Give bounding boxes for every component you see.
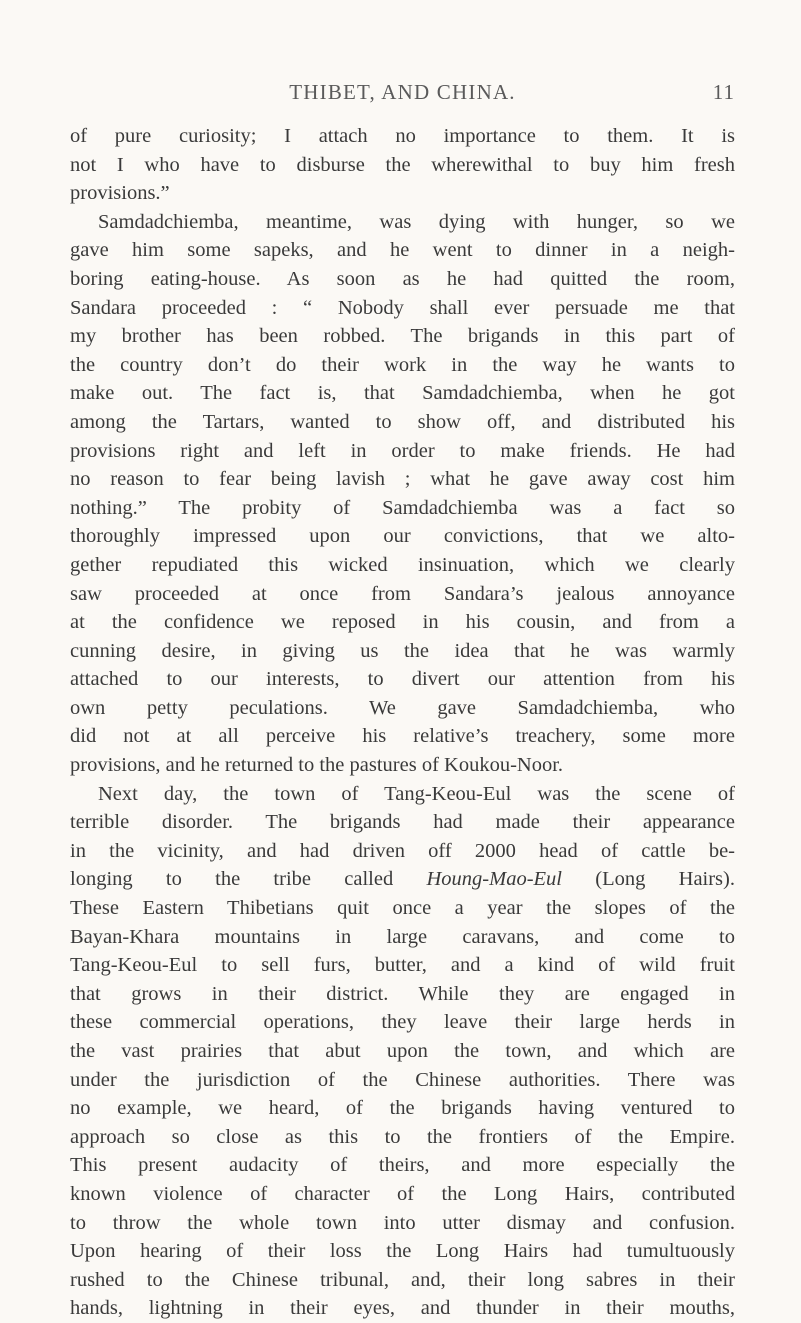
text-run: (Long Hairs). [562, 868, 735, 891]
text-line: saw proceeded at once from Sandara’s jealous annoyance [70, 582, 735, 605]
text-line: These Eastern Thibetians quit once a year the slopes of the [70, 897, 735, 920]
text-line: Bayan-Khara mountains in large caravans, and come to [70, 925, 735, 948]
text-line: provisions, and he returned to the pastures of Koukou-Noor. [70, 754, 564, 777]
text-line: gave him some sapeks, and he went to dinner in a neigh- [70, 239, 735, 262]
text-line: of pure curiosity; I attach no importance to them. It is [70, 125, 735, 147]
text-run: longing to the tribe called [70, 868, 427, 891]
text-line: not I who have to disburse the wherewithal to buy him fresh [70, 153, 735, 176]
text-line: Upon hearing of their loss the Long Hairs had tumultuously [70, 1240, 735, 1263]
text-line: no reason to fear being lavish ; what he gave away cost him [70, 468, 735, 491]
body-text [70, 122, 735, 1323]
text-line: gether repudiated this wicked insinuation, which we clearly [70, 553, 735, 576]
text-line: known violence of character of the Long Hairs, contributed [70, 1182, 735, 1205]
text-line: these commercial operations, they leave their large herds in [70, 1011, 735, 1034]
text-line: thoroughly impressed upon our convictions, that we alto- [70, 525, 735, 548]
text-line: among the Tartars, wanted to show off, and distributed his [70, 410, 735, 433]
text-line: provisions right and left in order to make friends. He had [70, 439, 735, 462]
text-line: Samdadchiemba, meantime, was dying with hunger, so we [98, 210, 735, 233]
text-line: terrible disorder. The brigands had made their appearance [70, 811, 735, 834]
text-line: own petty peculations. We gave Samdadchiemba, who [70, 696, 735, 719]
text-line: did not at all perceive his relative’s treachery, some more [70, 725, 735, 748]
page-number: 11 [712, 80, 735, 104]
text-line: the vast prairies that abut upon the town, and which are [70, 1040, 735, 1062]
text-line: boring eating-house. As soon as he had quitted the room, [70, 267, 735, 290]
text-line: the country don’t do their work in the way he wants to [70, 353, 735, 376]
text-line: cunning desire, in giving us the idea that he was warmly [70, 639, 735, 662]
running-title: THIBET, AND CHINA. [289, 80, 516, 104]
text-line: provisions.” [70, 182, 170, 205]
text-line: approach so close as this to the frontiers of the Empire. [70, 1125, 735, 1148]
text-line: under the jurisdiction of the Chinese authorities. There was [70, 1068, 735, 1091]
text-line: at the confidence we reposed in his cousin, and from a [70, 611, 735, 634]
text-line: Next day, the town of Tang-Keou-Eul was the scene of [98, 782, 735, 805]
text-line: Tang-Keou-Eul to sell furs, butter, and a kind of wild fruit [70, 954, 735, 977]
text-line: make out. The fact is, that Samdadchiemba, when he got [70, 382, 735, 405]
text-line: my brother has been robbed. The brigands in this part of [70, 325, 735, 348]
text-line: attached to our interests, to divert our attention from his [70, 668, 735, 691]
text-line: hands, lightning in their eyes, and thunder in their mouths, [70, 1297, 735, 1320]
text-line: to throw the whole town into utter dismay and confusion. [70, 1211, 735, 1234]
italic-term: Houng-Mao-Eul [426, 868, 562, 891]
text-line: nothing.” The probity of Samdadchiemba was a fact so [70, 496, 735, 519]
text-line: that grows in their district. While they are engaged in [70, 982, 735, 1005]
text-line: in the vicinity, and had driven off 2000 head of cattle be- [70, 839, 735, 862]
text-line [70, 865, 735, 894]
text-line: no example, we heard, of the brigands having ventured to [70, 1097, 735, 1120]
running-head [70, 80, 735, 110]
text-line: This present audacity of theirs, and more especially the [70, 1154, 735, 1177]
text-line: Sandara proceeded : “ Nobody shall ever persuade me that [70, 296, 735, 319]
text-line: rushed to the Chinese tribunal, and, their long sabres in their [70, 1268, 735, 1291]
